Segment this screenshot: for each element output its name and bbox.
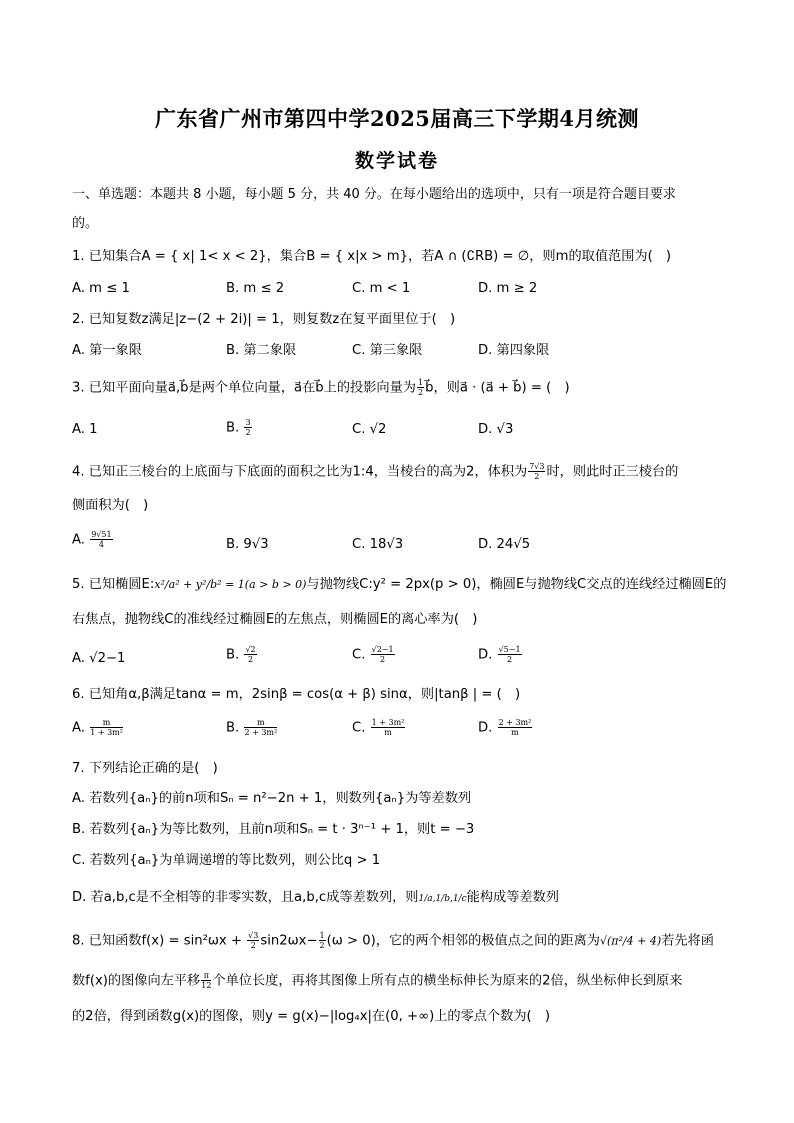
q2-option-d: D. 第四象限	[478, 343, 550, 358]
q5-option-d-fraction	[498, 645, 522, 664]
q8-coeff-den: 2	[250, 941, 256, 950]
q1-option-c: C. m < 1	[352, 281, 411, 296]
q6-option-a-den: 1 + 3m²	[90, 728, 123, 737]
q8-line2-part1: 数f(x)的图像向左平移	[72, 973, 201, 989]
q8-stem-line3: 的2倍，得到函数g(x)的图像，则y = g(x)−|log₄x|在(0, +∞)上的零点个数为( )	[72, 1009, 551, 1024]
q2-option-b: B. 第二象限	[226, 343, 297, 358]
q5-stem	[72, 576, 726, 594]
q6-option-a-label: A.	[72, 720, 85, 736]
q8-stem	[72, 931, 714, 951]
q1-option-a: A. m ≤ 1	[72, 281, 130, 296]
q8-coeff-fraction	[247, 931, 259, 950]
q4-volume-num: 7√3	[529, 462, 545, 471]
q4-option-c: C. 18√3	[352, 537, 404, 552]
q1-stem: 1. 已知集合A = { x| 1< x < 2}，集合B = { x|x > m}，若A ∩ (∁RB) = ∅，则m的取值范围为( )	[72, 249, 672, 264]
q3-stem-part1: 3. 已知平面向量a⃗,b⃗是两个单位向量，a⃗在b⃗上的投影向量为	[72, 380, 416, 396]
q7-option-c: C. 若数列{aₙ}为单调递增的等比数列，则公比q > 1	[72, 853, 381, 868]
q4-option-b: B. 9√3	[226, 537, 269, 552]
q5-option-c-num: √2−1	[371, 645, 394, 654]
q6-option-d	[478, 718, 533, 738]
q6-option-c-den: m	[384, 728, 392, 737]
q8-distance-expression: √(π²/4 + 4)	[599, 934, 662, 948]
q3-stem	[72, 378, 570, 398]
q5-stem-part1: 5. 已知椭圆E:	[72, 577, 155, 592]
q7-option-d-part1: D. 若a,b,c是不全相等的非零实数，且a,b,c成等差数列，则	[72, 890, 419, 905]
q6-option-c-label: C.	[352, 720, 366, 736]
q6-option-a	[72, 718, 124, 738]
q5-option-b	[226, 645, 258, 665]
q5-option-b-num: √2	[245, 645, 256, 654]
q4-option-a-label: A.	[72, 532, 85, 548]
q5-option-c-den: 2	[380, 655, 386, 664]
q5-ellipse-equation: x²/a² + y²/b² = 1(a > b > 0)	[154, 578, 307, 591]
q6-option-d-den: m	[511, 728, 519, 737]
q6-option-a-num: m	[90, 718, 123, 728]
q6-stem: 6. 已知角α,β满足tanα = m，2sinβ = cos(α + β) sinα，则|tanβ | = ( )	[72, 687, 521, 702]
page-title: 广东省广州市第四中学2025届高三下学期4月统测	[154, 106, 640, 131]
q8-stem-part3: (ω > 0)，它的两个相邻的极值点之间的距离为	[326, 933, 600, 949]
q3-option-b-num: 3	[245, 418, 251, 427]
q5-option-b-fraction	[244, 645, 256, 664]
q1-option-d: D. m ≥ 2	[478, 281, 538, 296]
section-instructions-line1: 一、单选题：本题共 8 小题，每小题 5 分，共 40 分。在每小题给出的选项中，只有一项是符合题目要求	[72, 187, 676, 202]
q6-option-b-label: B.	[226, 720, 240, 736]
q8-line2-part2: 个单位长度，再将其图像上所有点的横坐标伸长为原来的2倍，纵坐标伸长到原来	[212, 973, 683, 989]
q5-option-d-num: √5−1	[498, 645, 521, 654]
q8-stem-line2	[72, 971, 682, 991]
q6-option-b	[226, 718, 278, 738]
q4-stem-part1: 4. 已知正三棱台的上底面与下底面的面积之比为1:4，当棱台的高为2，体积为	[72, 464, 528, 480]
q8-stem-part4: 若先将函	[661, 933, 714, 949]
q8-half-fraction	[319, 931, 326, 950]
q3-option-b-fraction	[244, 418, 251, 437]
q6-option-c	[352, 718, 406, 738]
q6-option-b-fraction	[244, 718, 277, 737]
q8-coeff-num: √3	[248, 931, 259, 940]
q4-option-a	[72, 530, 114, 550]
q3-option-c: C. √2	[352, 422, 387, 437]
q4-option-a-fraction	[90, 530, 112, 549]
q3-option-d: D. √3	[478, 422, 514, 437]
q5-option-a: A. √2−1	[72, 651, 126, 666]
q3-option-b	[226, 418, 253, 438]
q5-option-d	[478, 645, 523, 665]
q3-fraction-den: 2	[418, 388, 424, 397]
q7-stem: 7. 下列结论正确的是( )	[72, 761, 218, 776]
q4-option-a-den: 4	[98, 540, 104, 549]
q2-option-a: A. 第一象限	[72, 343, 142, 358]
q8-stem-part1: 8. 已知函数f(x) = sin²ωx +	[72, 933, 242, 949]
q6-option-d-label: D.	[478, 720, 493, 736]
q5-option-c-label: C.	[352, 647, 366, 663]
q6-option-a-fraction	[90, 718, 123, 737]
q7-option-a: A. 若数列{aₙ}的前n项和Sₙ = n²−2n + 1，则数列{aₙ}为等差数列	[72, 791, 472, 806]
q6-option-d-num: 2 + 3m²	[498, 718, 532, 727]
q4-stem-part2: 时，则此时正三棱台的	[546, 464, 679, 480]
q5-option-d-label: D.	[478, 647, 493, 663]
page-subtitle: 数学试卷	[354, 150, 439, 172]
q5-stem-line2: 右焦点，抛物线C的准线经过椭圆E的左焦点，则椭圆E的离心率为( )	[72, 612, 478, 627]
q3-option-b-label: B.	[226, 420, 240, 436]
q5-option-c-fraction	[371, 645, 395, 664]
q5-option-b-den: 2	[248, 655, 254, 664]
q6-option-c-num: 1 + 3m²	[371, 718, 405, 727]
q5-stem-part2: 与抛物线C:y² = 2px(p > 0)，椭圆E与抛物线C交点的连线经过椭圆E的	[306, 577, 727, 592]
q4-option-d: D. 24√5	[478, 537, 531, 552]
q3-fraction-num: 1	[418, 378, 424, 387]
q4-option-a-num: 9√51	[91, 530, 112, 539]
q2-option-c: C. 第三象限	[352, 343, 423, 358]
section-instructions-line2: 的。	[72, 216, 99, 231]
q1-option-b: B. m ≤ 2	[226, 281, 285, 296]
q6-option-b-num: m	[244, 718, 277, 728]
q8-half-den: 2	[319, 941, 325, 950]
q8-half-num: 1	[319, 931, 325, 940]
q8-stem-part2: sin2ωx−	[260, 933, 318, 949]
q8-shift-den: 12	[201, 981, 212, 990]
q6-option-b-den: 2 + 3m²	[244, 728, 278, 737]
q7-option-d-fractions: 1/a,1/b,1/c	[418, 894, 467, 904]
q6-option-d-fraction	[498, 718, 533, 737]
q3-option-b-den: 2	[245, 428, 251, 437]
q8-shift-fraction	[201, 971, 211, 990]
q4-volume-fraction	[528, 462, 545, 481]
q3-option-a: A. 1	[72, 422, 98, 437]
q7-option-d-part2: 能构成等差数列	[466, 890, 559, 905]
q8-shift-num: π	[201, 971, 211, 981]
q6-option-c-fraction	[371, 718, 406, 737]
q7-option-b: B. 若数列{aₙ}为等比数列，且前n项和Sₙ = t · 3ⁿ⁻¹ + 1，则t = −3	[72, 822, 475, 837]
q4-stem	[72, 462, 678, 482]
q3-stem-part2: b⃗，则a⃗ · (a⃗ + b⃗) = ( )	[425, 380, 570, 396]
q3-fraction	[417, 378, 424, 397]
q5-option-c	[352, 645, 396, 665]
q5-option-b-label: B.	[226, 647, 240, 663]
q7-option-d	[72, 889, 559, 908]
q5-option-d-den: 2	[507, 655, 513, 664]
q4-volume-den: 2	[534, 472, 540, 481]
q4-stem-line2: 侧面积为( )	[72, 498, 149, 513]
q2-stem: 2. 已知复数z满足|z−(2 + 2i)| = 1，则复数z在复平面里位于( )	[72, 312, 456, 327]
